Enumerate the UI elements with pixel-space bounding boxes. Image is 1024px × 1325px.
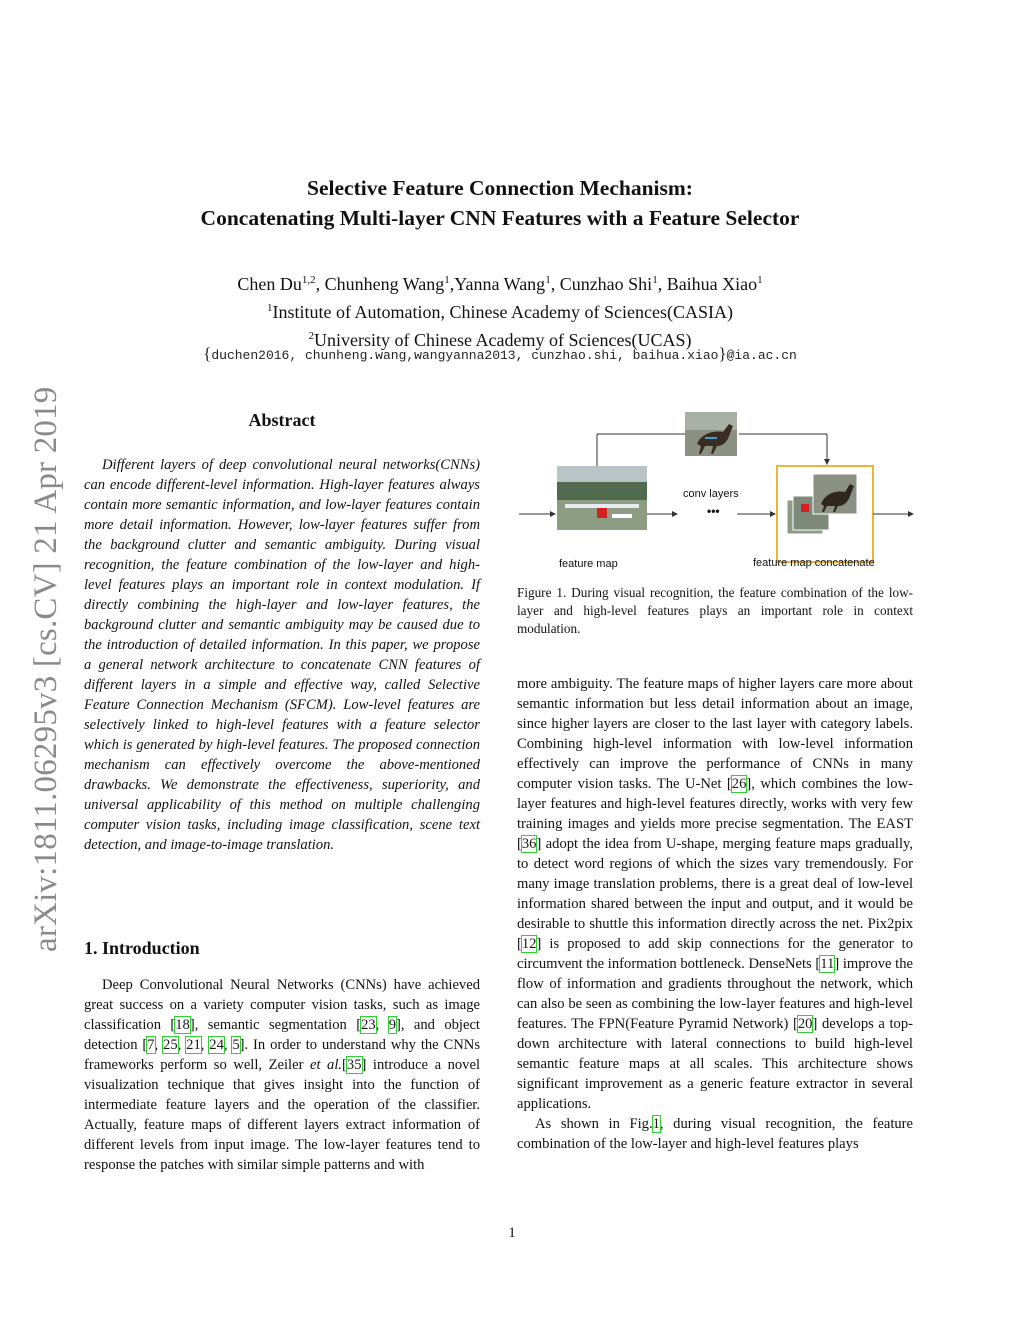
citation-link[interactable]: 26: [731, 776, 747, 792]
affiliation-sup: 2: [308, 330, 315, 342]
stacked-feature-maps: [787, 474, 857, 534]
author-name: Chunheng Wang: [324, 274, 445, 294]
text-run: . In order to understand why the CNNs frameworks perform so well, Zeiler: [84, 1037, 481, 1073]
text-run: more ambiguity. The feature maps of higher layers care more about semantic information but less detail information about an image, since higher layers are closer to the last layer with category labels. Combining high-level information with low-level information effectively can improve the performance of CNNs in many computer vision tasks. The U-Net: [517, 676, 913, 792]
affiliation-sup: 1: [267, 302, 273, 314]
author-names: [100, 268, 900, 296]
author-separator: ,: [657, 274, 667, 294]
citation-link[interactable]: 12: [521, 936, 537, 952]
author-name: Chen Du: [237, 274, 302, 294]
figure-1: [517, 400, 917, 580]
author-affiliation-sup: 1: [444, 274, 450, 286]
text-run: , and object detection: [84, 1017, 480, 1053]
paper-title: [100, 173, 900, 233]
citation-link[interactable]: 24: [209, 1037, 224, 1053]
page-number: 1: [508, 1225, 516, 1241]
citation-link[interactable]: 11: [820, 956, 835, 972]
figure-reference-link[interactable]: 1: [652, 1116, 660, 1132]
paragraph: more ambiguity. The feature maps of higher layers care more about semantic information but less detail information about an image, since higher layers are closer to the last layer with category labels. Combining high-level information with low-level information effectively can improve the performance of CNNs in many computer vision tasks. The U-Net [26], which combines the low-layer features and high-level features directly, works with very few training images and yields more precise segmentation. The EAST [36] adopt the idea from U-shape, merging feature maps gradually, to detect word regions of which the sizes vary tremendously. For many image translation problems, there is a great deal of low-level information shared between the input and output, and it would be desirable to shuttle this information directly across the net. Pix2pix [12] is proposed to add skip connections for the generator to circumvent the information bottleneck. DenseNets [11] improve the flow of information and gradients throughout the network, which can also be seen as combining the low-layer features and high-level features. The FPN(Feature Pyramid Network) [20] develops a top-down architecture with lateral connections to build high-level semantic feature maps at all scales. This architecture shows significant improvement as a generic feature extractor in several applications.: [517, 676, 914, 1112]
citation-link[interactable]: 35: [346, 1057, 362, 1073]
author-name: Cunzhao Shi: [559, 274, 653, 294]
horse-image: [685, 412, 737, 456]
author-block: [100, 268, 900, 352]
email-brace-open: {: [203, 344, 212, 363]
feature-map-concatenate-label: feature map concatenate: [753, 557, 875, 569]
et-al: et al.: [309, 1057, 343, 1073]
citation-link[interactable]: 25: [163, 1037, 178, 1053]
title-line-2: Concatenating Multi-layer CNN Features with a Feature Selector: [200, 206, 800, 230]
email-brace-close: }: [718, 344, 727, 363]
author-separator: ,: [449, 274, 455, 294]
citation-link[interactable]: 23: [361, 1017, 376, 1033]
author-emails: [100, 344, 900, 364]
paragraph: [517, 1114, 913, 1154]
text-run: , semantic segmentation: [194, 1017, 357, 1033]
author-name: Yanna Wang: [454, 274, 546, 294]
racetrack-image: [557, 466, 647, 530]
affiliation-text: University of Chinese Academy of Sciences(UCAS): [314, 330, 692, 350]
right-column-text: [517, 674, 913, 1154]
text-run: develops a top-down architecture with lateral connections to build high-level semantic feature maps at all scales. This architecture shows significant improvement as a generic feature extractor in several applications.: [517, 1016, 913, 1112]
author-affiliation-sup: 1: [757, 274, 763, 286]
abstract-text: Different layers of deep convolutional neural networks(CNNs) can encode different-level information. High-layer features always contain more semantic information, and low-layer features contain more detail information. However, low-layer features suffer from the background clutter and semantic ambiguity. During visual recognition, the feature combination of the low-layer and high-level features plays an important role in context modulation. If directly combining the high-layer and low-layer features, the background clutter and semantic ambiguity may be caused due to the introduction of detailed information. In this paper, we propose a general network architecture to concatenate CNN features of different layers in a simple and effective way, called Selective Feature Connection Mechanism (SFCM). Low-level features are selectively linked to high-level features with a feature selector which is generated by high-level features. The proposed connection mechanism can effectively overcome the above-mentioned drawbacks. We demonstrate the effectiveness, superiority, and universal applicability of this method on multiple challenging computer vision tasks, including image classification, scene text detection, and image-to-image translation.: [84, 457, 480, 853]
citation-link[interactable]: 21: [186, 1037, 201, 1053]
abstract-heading: Abstract: [248, 410, 316, 430]
citation-link[interactable]: 7: [147, 1037, 155, 1053]
citation-link[interactable]: 5: [232, 1037, 240, 1053]
title-line-1: Selective Feature Connection Mechanism:: [307, 176, 693, 200]
figure-1-caption: Figure 1. During visual recognition, the feature combination of the low-layer and high-level features plays an important role in context modulation.: [517, 585, 913, 636]
author-name: Baihua Xiao: [666, 274, 758, 294]
affiliation-text: Institute of Automation, Chinese Academy of Sciences(CASIA): [272, 302, 733, 322]
citation-link[interactable]: 20: [797, 1016, 813, 1032]
citation-link[interactable]: 9: [388, 1017, 396, 1033]
introduction-text: Deep Convolutional Neural Networks (CNNs) have achieved great success on a variety computer vision tasks, such as image classification [18], semantic segmentation [23, 9], and object detection [7, 25, 21, 24, 5]. In order to understand why the CNNs frameworks perform so well, Zeiler et al.[35] introduce a novel visualization technique that gives insight into the function of intermediate feature layers and the operation of the classifier. Actually, feature maps of different layers extract information of different levels from input image. The low-layer features tend to response the patches with similar simple patterns and with: [84, 977, 481, 1173]
author-affiliation-sup: 1: [652, 274, 658, 286]
author-separator: ,: [315, 274, 325, 294]
text-run: , which combines the low-layer features and high-level features directly, works with very few training images and yields more precise segmentation. The EAST: [517, 776, 914, 832]
author-affiliation-sup: 1,2: [301, 274, 316, 286]
affiliation-1: [100, 296, 900, 324]
text-run: As shown in Fig.: [535, 1116, 653, 1132]
text-run: is proposed to add skip connections for the generator to circumvent the information bottleneck. DenseNets: [517, 936, 913, 972]
conv-layers-label: conv layers: [683, 488, 739, 500]
text-run: adopt the idea from U-shape, merging feature maps gradually, to detect word regions of which the sizes vary tremendously. For many image translation problems, there is a great deal of low-level information shared between the input and output, and it would be desirable to shuttle this information directly across the net. Pix2pix: [517, 836, 913, 932]
text-run: introduce a novel visualization technique that gives insight into the function of intermediate feature layers and the operation of the classifier. Actually, feature maps of different layers extract information of different levels from input image. The low-layer features tend to response the patches with similar simple patterns and with: [84, 1057, 481, 1173]
text-run: improve the flow of information and gradients throughout the network, which can also be seen as combining the low-layer features and high-level features. The FPN(Feature Pyramid Network): [517, 956, 913, 1032]
citation-link[interactable]: 18: [175, 1017, 190, 1033]
arxiv-identifier: arXiv:1811.06295v3 [cs.CV] 21 Apr 2019: [28, 386, 64, 952]
introduction-heading: 1. Introduction: [84, 938, 200, 958]
ellipsis-label: •••: [707, 504, 720, 518]
citation-link[interactable]: 36: [521, 836, 537, 852]
email-list: duchen2016, chunheng.wang,wangyanna2013, cunzhao.shi, baihua.xiao: [211, 348, 719, 363]
author-separator: ,: [550, 274, 560, 294]
text-run: , during visual recognition, the feature combination of the low-layer and high-level features plays: [517, 1116, 914, 1152]
email-domain: @ia.ac.cn: [726, 348, 797, 363]
text-run: Deep Convolutional Neural Networks (CNNs) have achieved great success on a variety computer vision tasks, such as image classification: [84, 977, 480, 1033]
feature-map-label: feature map: [559, 558, 618, 570]
author-affiliation-sup: 1: [545, 274, 551, 286]
